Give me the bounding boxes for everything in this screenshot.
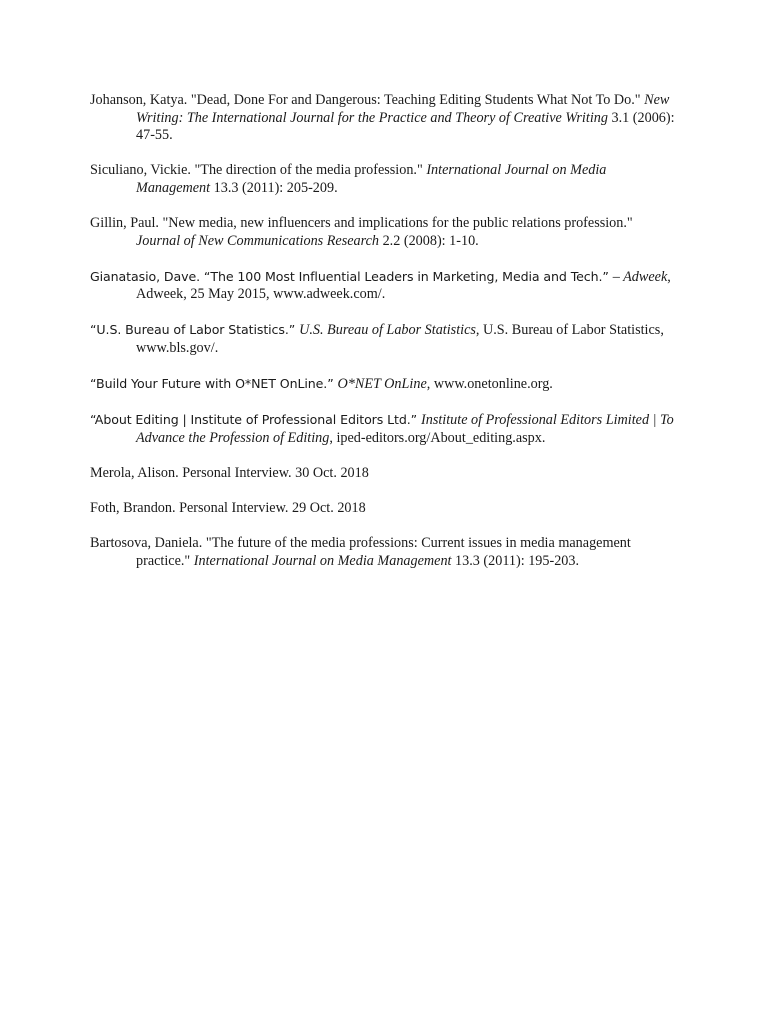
citation-details: , Adweek, 25 May 2015, www.adweek.com/.: [136, 268, 671, 303]
citation-onet: [90, 375, 680, 394]
citation-details: , U.S. Bureau of Labor Statistics, www.bls.gov/.: [136, 322, 664, 356]
citation-details: 13.3 (2011): 205-209.: [210, 179, 338, 196]
citation-johanson: [90, 92, 680, 145]
citation-text: Foth, Brandon. Personal Interview. 29 Oct. 2018: [90, 499, 366, 516]
citation-source: Institute of Professional Editors Limited | To Advance the Profession of Editing: [136, 412, 674, 446]
citation-details: , iped-editors.org/About_editing.aspx.: [329, 429, 546, 446]
citation-foth: [90, 500, 680, 518]
citation-bartosova: [90, 535, 680, 570]
citation-source: U.S. Bureau of Labor Statistics: [299, 322, 476, 339]
citation-siculiano: [90, 162, 680, 197]
citation-iped: [90, 411, 680, 447]
citation-gianatasio: [90, 268, 680, 304]
citation-details: , www.onetonline.org.: [426, 376, 553, 393]
citation-text: Merola, Alison. Personal Interview. 30 Oct. 2018: [90, 464, 369, 481]
citation-text: Bartosova, Daniela. "The future of the media professions: Current issues in media management practice.": [90, 535, 631, 569]
citation-text: Gillin, Paul. "New media, new influencers and implications for the public relations profession.": [90, 214, 633, 231]
citation-text: “Build Your Future with O*NET OnLine.”: [90, 376, 338, 392]
citation-details: 13.3 (2011): 195-203.: [451, 552, 580, 569]
citation-source: New Writing: The International Journal for the Practice and Theory of Creative Writing: [136, 92, 670, 126]
citation-source: Journal of New Communications Research: [136, 232, 380, 249]
citation-source: – Adweek: [612, 268, 668, 285]
works-cited-list: [90, 92, 680, 588]
citation-merola: [90, 465, 680, 483]
citation-text: Johanson, Katya. "Dead, Done For and Dangerous: Teaching Editing Students What Not To Do.": [90, 92, 645, 108]
citation-gillin: [90, 215, 680, 250]
citation-text: “U.S. Bureau of Labor Statistics.”: [90, 322, 300, 338]
citation-text: Gianatasio, Dave. “The 100 Most Influential Leaders in Marketing, Media and Tech.”: [90, 268, 613, 284]
citation-details: 3.1 (2006): 47-55.: [136, 109, 675, 144]
citation-bls: [90, 321, 680, 357]
citation-text: “About Editing | Institute of Professional Editors Ltd.”: [90, 412, 421, 428]
citation-text: Siculiano, Vickie. "The direction of the media profession.": [90, 162, 427, 179]
citation-source: International Journal on Media Management: [136, 162, 607, 196]
citation-source: International Journal on Media Management: [193, 552, 452, 569]
citation-source: O*NET OnLine: [337, 376, 427, 393]
citation-details: 2.2 (2008): 1-10.: [379, 232, 479, 249]
